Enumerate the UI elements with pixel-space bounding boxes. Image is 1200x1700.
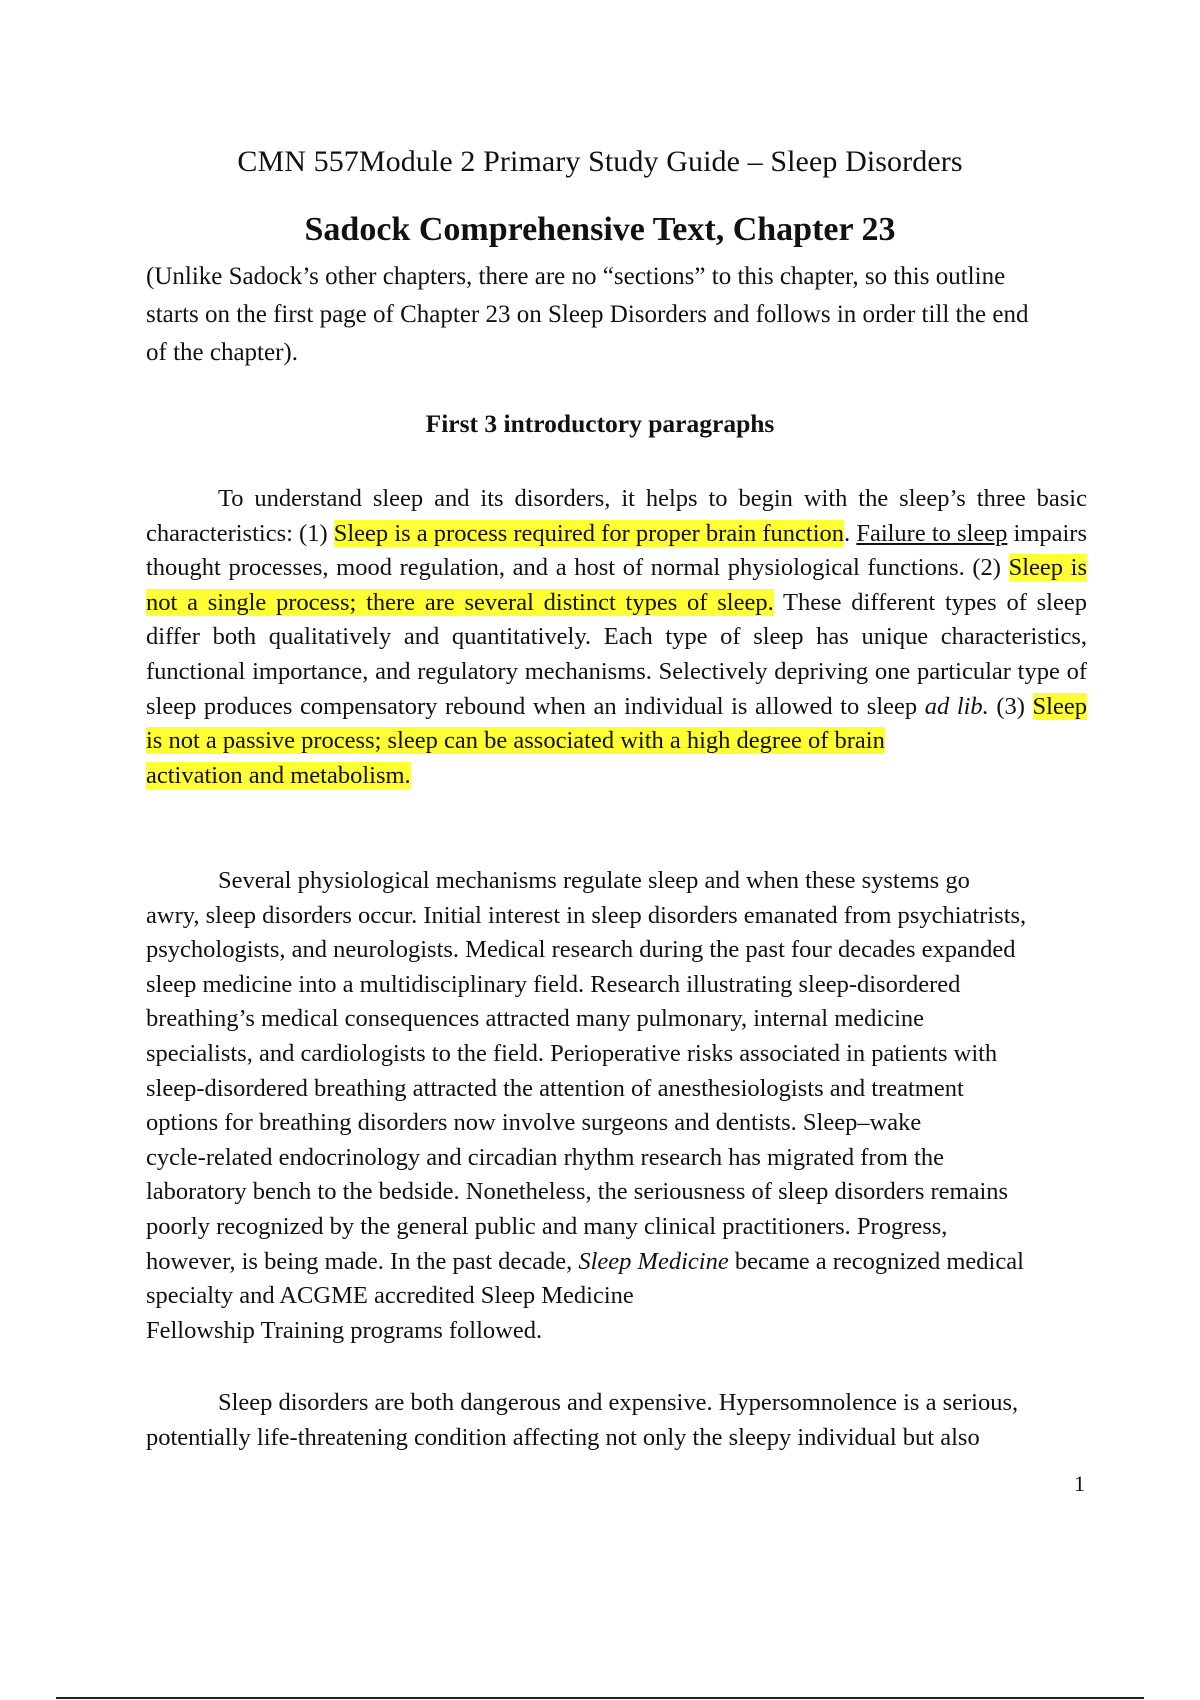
paragraph-2-line <box>146 1245 1091 1280</box>
underlined-text: Failure to sleep <box>856 519 1008 547</box>
page-number: 1 <box>1074 1471 1085 1496</box>
paragraph-2-line: breathing’s medical consequences attracted many pulmonary, internal medicine <box>146 1005 925 1033</box>
highlight-2: Sleep is not a single process; there are several distinct types of sleep. <box>146 554 1087 616</box>
paragraph-2-line: Fellowship Training programs followed. <box>146 1316 543 1344</box>
paragraph-2-line: Several physiological mechanisms regulate sleep and when these systems go <box>218 867 970 894</box>
intro-note: (Unlike Sadock’s other chapters, there are no “sections” to this chapter, so this outline starts on the first page of Chapter 23 on Sleep Disorders and follows in order till the end of the chapter). <box>146 263 1029 366</box>
paragraph-2-line: awry, sleep disorders occur. Initial interest in sleep disorders emanated from psychiatrists, <box>146 901 1027 929</box>
highlight-3: Sleep is not a passive process; sleep can be associated with a high degree of brain <box>146 692 1087 755</box>
italic-text: Sleep Medicine <box>578 1247 729 1275</box>
highlight-3-continued: activation and metabolism. <box>146 761 411 789</box>
paragraph-1-text: (3) <box>988 692 1033 720</box>
footer-divider <box>56 1697 1144 1699</box>
paragraph-2-line: psychologists, and neurologists. Medical research during the past four decades expanded <box>146 936 1016 964</box>
document-header: CMN 557Module 2 Primary Study Guide – Sleep Disorders <box>237 145 963 178</box>
paragraph-1-text: . <box>844 519 857 547</box>
highlight-1: Sleep is a process required for proper brain function <box>333 519 845 547</box>
paragraph-2-line: poorly recognized by the general public and many clinical practitioners. Progress, <box>146 1212 948 1240</box>
paragraph-2-line: specialty and ACGME accredited Sleep Medicine <box>146 1282 634 1310</box>
paragraph-3-line: potentially life-threatening condition affecting not only the sleepy individual but also <box>146 1423 980 1451</box>
paragraph-1-text: These different types of sleep differ both qualitatively and quantitatively. Each type of sleep has unique characteristics, functional importance, and regulatory mechanisms. Selectively depriving one particular type of sleep produces compensatory rebound when an individual is allowed to sleep <box>146 588 1087 720</box>
paragraph-1 <box>146 482 1087 793</box>
paragraph-1-text: To understand sleep and its disorders, it helps to begin with the sleep’s three basic characteristics: (1) <box>146 485 1087 547</box>
section-heading: First 3 introductory paragraphs <box>425 409 775 438</box>
paragraph-2-line: cycle-related endocrinology and circadian rhythm research has migrated from the <box>146 1143 944 1171</box>
paragraph-3-line: Sleep disorders are both dangerous and expensive. Hypersomnolence is a serious, <box>218 1389 1019 1416</box>
paragraph-2-line: sleep-disordered breathing attracted the attention of anesthesiologists and treatment <box>146 1074 964 1102</box>
italic-text: ad lib. <box>924 692 989 720</box>
paragraph-2-line: specialists, and cardiologists to the field. Perioperative risks associated in patients with <box>146 1039 998 1067</box>
paragraph-3 <box>146 1386 1091 1455</box>
paragraph-2-text: became a recognized medical <box>728 1247 1024 1275</box>
paragraph-2-line: laboratory bench to the bedside. Nonetheless, the seriousness of sleep disorders remains <box>146 1178 1009 1206</box>
paragraph-1-text: impairs thought processes, mood regulation, and a host of normal physiological functions. (2) <box>146 519 1087 582</box>
paragraph-2-line: sleep medicine into a multidisciplinary field. Research illustrating sleep-disordered <box>146 970 961 998</box>
paragraph-2-text: however, is being made. In the past decade, <box>146 1247 579 1275</box>
chapter-title: Sadock Comprehensive Text, Chapter 23 <box>304 211 896 248</box>
paragraph-2 <box>146 864 1091 1348</box>
paragraph-2-line: options for breathing disorders now involve surgeons and dentists. Sleep–wake <box>146 1109 922 1137</box>
